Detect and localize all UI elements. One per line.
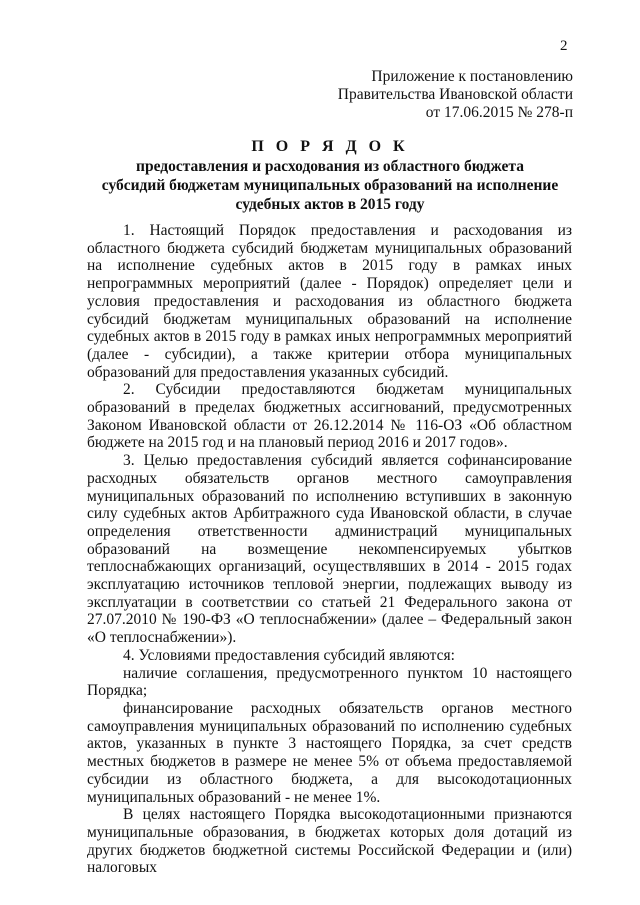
paragraph-5: наличие соглашения, предусмотренного пунктом 10 настоящего Порядка; <box>87 664 572 700</box>
subtitle-line-1: предоставления и расходования из областного бюджета <box>136 158 524 175</box>
paragraph-3: 3. Целью предоставления субсидий является софинансирование расходных обязательств органов местного самоуправления муниципальных образований по исполнению вступивших в законную силу судебных актов Арбитражного суда Ивановской области, в случае определения ответственности администраций муниципальных образований на возмещение некомпенсируемых убытков теплоснабжающих организаций, осуществлявших в 2014 - 2015 годах эксплуатацию источников тепловой энергии, подлежащих выводу из эксплуатации в соответствии со статьей 21 Федерального закона от 27.07.2010 № 190-ФЗ «О теплоснабжении» (далее – Федеральный закон «О теплоснабжении»). <box>87 452 572 647</box>
subtitle-line-3: судебных актов в 2015 году <box>235 196 425 213</box>
appendix-line-1: Приложение к постановлению <box>371 68 573 85</box>
paragraph-7: В целях настоящего Порядка высокодотационными признаются муниципальные образования, в бюджетах которых доля дотаций из других бюджетов бюджетной системы Российской Федерации и (или) налоговых <box>87 806 572 877</box>
document-title: П О Р Я Д О К <box>251 138 409 155</box>
appendix-line-3: от 17.06.2015 № 278-п <box>425 104 573 121</box>
appendix-header <box>338 68 573 122</box>
paragraph-1: 1. Настоящий Порядок предоставления и расходования из областного бюджета субсидий бюджетам муниципальных образований на исполнение судебных актов в 2015 году в рамках иных непрограммных мероприятий (далее - Порядок) определяет цели и условия предоставления и расходования из областного бюджета субсидий бюджетам муниципальных образований на исполнение судебных актов в 2015 году в рамках иных непрограммных мероприятий (далее - субсидии), а также критерии отбора муниципальных образований для предоставления указанных субсидий. <box>87 222 572 381</box>
document-body <box>87 222 572 877</box>
page-number: 2 <box>560 38 568 54</box>
paragraph-4: 4. Условиями предоставления субсидий являются: <box>123 646 455 664</box>
appendix-line-2: Правительства Ивановской области <box>337 86 573 103</box>
paragraph-2: 2. Субсидии предоставляются бюджетам муниципальных образований в пределах бюджетных ассигнований, предусмотренных Законом Ивановской области от 26.12.2014 № 116-ОЗ «Об областном бюджете на 2015 год и на плановый период 2016 и 2017 годов». <box>87 381 572 452</box>
subtitle-line-2: субсидий бюджетам муниципальных образований на исполнение <box>101 177 559 194</box>
paragraph-6: финансирование расходных обязательств органов местного самоуправления муниципальных образований по исполнению судебных актов, указанных в пункте 3 настоящего Порядка, за счет средств местных бюджетов в размере не менее 5% от объема предоставляемой субсидии из областного бюджета, а для высокодотационных муниципальных образований - не менее 1%. <box>87 699 572 806</box>
document-subtitle <box>90 157 570 214</box>
